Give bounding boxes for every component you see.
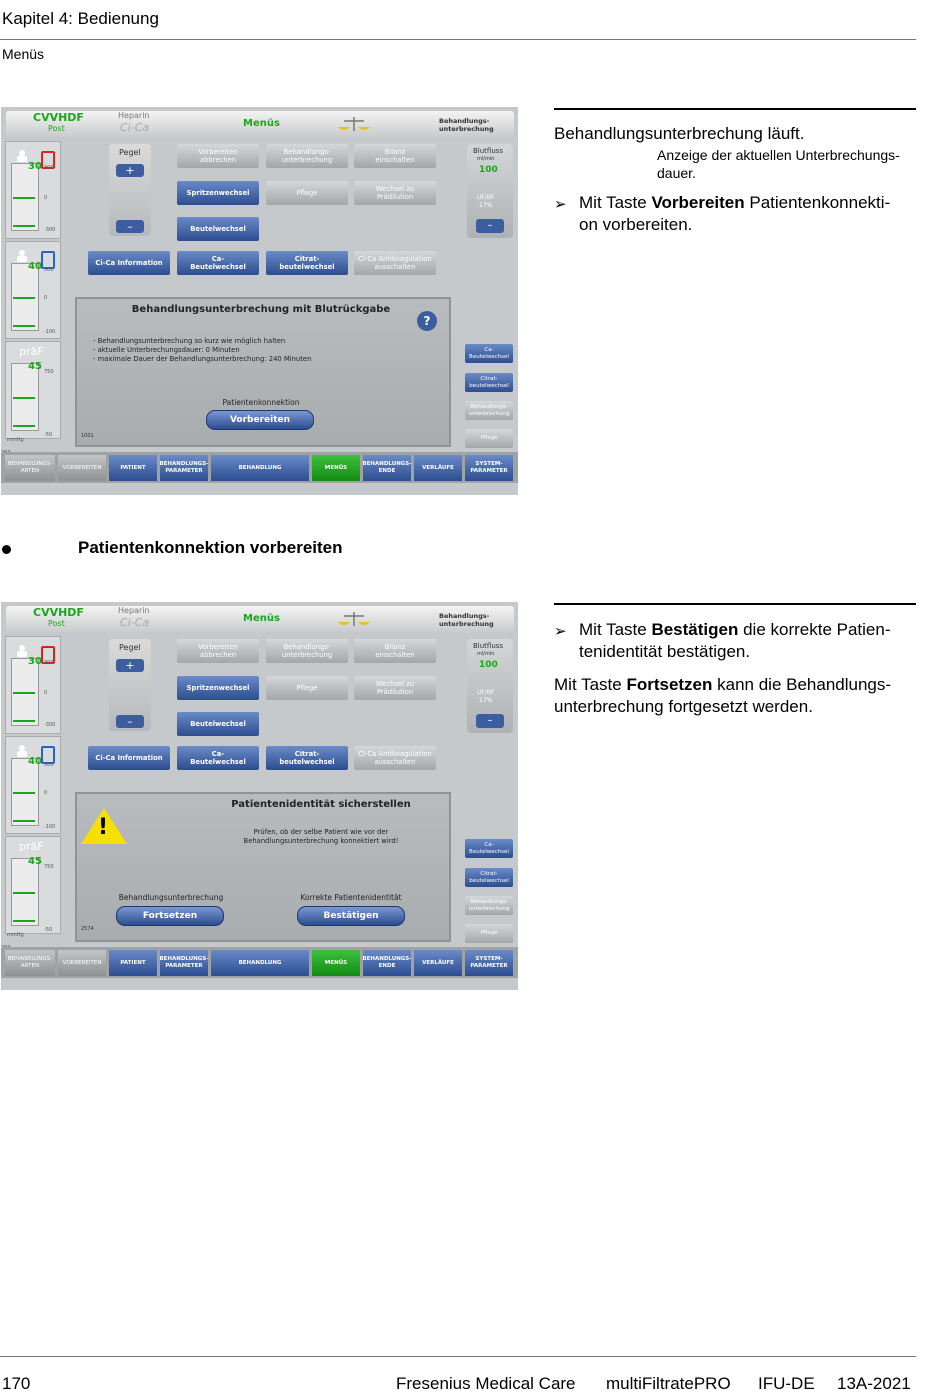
scale-label: -50 <box>44 432 53 438</box>
menu-button[interactable]: Ci-Ca Antikoagulation ausschalten <box>354 746 436 770</box>
praef-label: präF <box>19 840 44 853</box>
menu-button[interactable]: Beutelwechsel <box>177 217 259 241</box>
scale-label: -300 <box>44 722 56 728</box>
scale-label: mmHg <box>7 932 24 938</box>
blood-flow-unit: ml/min <box>477 156 495 162</box>
menu-button[interactable]: Ca- Beutelwechsel <box>177 746 259 770</box>
nav-tab[interactable]: BEHANDLUNGS- ENDE <box>363 950 411 976</box>
status-label: Behandlungs- unterbrechung <box>439 117 494 133</box>
pressure-value: 40 <box>28 261 42 272</box>
pressure-value: 40 <box>28 756 42 767</box>
header-rule <box>0 39 916 40</box>
scale-label: 0 <box>44 295 48 301</box>
footer-product: multiFiltratePRO <box>606 1374 731 1393</box>
pressure-limit <box>13 720 35 722</box>
text-rule-2 <box>554 603 916 605</box>
nav-tab[interactable]: BEHANDLUNGS- ENDE <box>363 455 411 481</box>
dialog-line: Prüfen, ob der selbe Patient wie vor der <box>253 828 389 836</box>
pegel-control <box>109 639 151 731</box>
menu-button[interactable]: Vorbereiten abbrechen <box>177 639 259 663</box>
menu-button[interactable]: Spritzenwechsel <box>177 181 259 205</box>
chapter-title: Kapitel 4: Bedienung <box>2 9 159 28</box>
blood-flow-minus-button[interactable]: – <box>476 714 504 728</box>
ufbf-label: UF/BF 17% <box>477 689 495 704</box>
dialog-title: Behandlungsunterbrechung mit Blutrückgabe <box>131 304 391 315</box>
blood-flow-panel <box>467 639 513 733</box>
dialog-line: - aktuelle Unterbrechungsdauer: 0 Minuten <box>93 346 240 354</box>
screenshot-patient-identity <box>1 602 518 990</box>
dialog-line: - Behandlungsunterbrechung so kurz wie möglich halten <box>93 337 286 345</box>
blood-flow-panel <box>467 144 513 238</box>
scale-label: 300 <box>44 165 54 171</box>
menu-button[interactable]: Ci-Ca Information <box>88 746 170 770</box>
nav-tab[interactable]: VERLÄUFE <box>414 455 462 481</box>
blood-flow-label: Blutfluss <box>473 642 504 650</box>
scale-label: 750 <box>44 864 54 870</box>
bullet-icon <box>2 545 11 554</box>
cica-label: Ci-Ca <box>120 616 150 629</box>
menu-button[interactable]: Wechsel zu Prädilution <box>354 676 436 700</box>
blood-flow-label: Blutfluss <box>473 147 504 155</box>
menu-button[interactable]: Ci-Ca Antikoagulation ausschalten <box>354 251 436 275</box>
nav-tab[interactable]: SYSTEM- PARAMETER <box>465 455 513 481</box>
pressure-level <box>13 892 35 894</box>
scale-label: 500 <box>44 762 54 768</box>
blood-flow-value: 100 <box>479 660 498 670</box>
menu-button[interactable]: Vorbereiten abbrechen <box>177 144 259 168</box>
footer-publisher: Fresenius Medical Care <box>396 1374 576 1393</box>
step-confirm: Mit Taste Bestätigen die korrekte Patien- tenidentität bestätigen. <box>579 620 891 661</box>
step-arrow-icon: ➢ <box>554 623 567 640</box>
dialog-code: 2574 <box>81 926 94 932</box>
nav-tab[interactable]: VORBEREITEN <box>58 455 106 481</box>
nav-tab[interactable]: VERLÄUFE <box>414 950 462 976</box>
nav-tab[interactable]: MENÜS <box>312 455 360 481</box>
side-button[interactable]: Citrat- beutelwechsel <box>465 373 513 392</box>
status-heading: Behandlungsunterbrechung läuft. <box>554 124 805 143</box>
menu-button[interactable]: Ca- Beutelwechsel <box>177 251 259 275</box>
scale-label: mmHg <box>7 437 24 443</box>
nav-tab[interactable]: BEHANDLUNG <box>211 950 309 976</box>
heparin-label: Heparin <box>118 606 150 615</box>
footer-doc: IFU-DE <box>758 1374 815 1393</box>
pressure-value: 45 <box>28 856 42 867</box>
menu-button[interactable]: Behandlungs- unterbrechung <box>266 144 348 168</box>
menu-button[interactable]: Beutelwechsel <box>177 712 259 736</box>
scale-label: 0 <box>44 195 48 201</box>
scale-label: -50 <box>44 927 53 933</box>
scale-label: 0 <box>44 690 48 696</box>
menu-button[interactable]: Citrat- beutelwechsel <box>266 251 348 275</box>
nav-tab[interactable]: BEHANDLUNGS- PARAMETER <box>160 950 208 976</box>
side-button[interactable]: Pflege <box>465 429 513 448</box>
dialog-code: 1001 <box>81 433 94 439</box>
continue-button[interactable]: Fortsetzen <box>116 906 224 926</box>
cica-label: Ci-Ca <box>120 121 150 134</box>
pressure-level <box>13 792 35 794</box>
menu-button[interactable]: Citrat- beutelwechsel <box>266 746 348 770</box>
side-button[interactable]: Pflege <box>465 924 513 943</box>
mode-sub-label: Post <box>48 619 65 628</box>
pegel-plus-button[interactable]: + <box>116 659 144 672</box>
heparin-label: Heparin <box>118 111 150 120</box>
pressure-limit <box>13 225 35 227</box>
balance-scale-icon <box>334 610 374 628</box>
page-number: 170 <box>2 1374 31 1393</box>
pressure-limit <box>13 920 35 922</box>
prepare-button[interactable]: Vorbereiten <box>206 410 314 430</box>
pegel-minus-button[interactable]: – <box>116 220 144 233</box>
button-caption: Korrekte Patientenidentität <box>300 893 402 902</box>
side-button[interactable]: Behandlungs- unterbrechung <box>465 401 513 420</box>
balance-scale-icon <box>334 115 374 133</box>
menu-button[interactable]: Spritzenwechsel <box>177 676 259 700</box>
nav-tab[interactable]: BEHANDLUNGS- ARTEN <box>5 455 55 481</box>
confirm-button[interactable]: Bestätigen <box>297 906 405 926</box>
pressure-level <box>13 397 35 399</box>
menu-button[interactable]: Behandlungs- unterbrechung <box>266 639 348 663</box>
section-label: Menüs <box>2 46 45 62</box>
side-button[interactable]: Citrat- beutelwechsel <box>465 868 513 887</box>
scale-label: 300 <box>44 660 54 666</box>
button-caption: Behandlungsunterbrechung <box>118 893 224 902</box>
nav-tab[interactable]: PATIENT <box>109 950 157 976</box>
button-caption: Patientenkonnektion <box>222 398 300 407</box>
step-arrow-icon: ➢ <box>554 196 567 213</box>
menu-title: Menüs <box>243 118 280 129</box>
person-icon <box>15 742 29 754</box>
pressure-level <box>13 197 35 199</box>
step-prepare: Mit Taste Vorbereiten Patientenkonnekti- on vorbereiten. <box>579 193 891 234</box>
dialog-line: - maximale Dauer der Behandlungsunterbrechung: 240 Minuten <box>93 355 312 363</box>
pegel-minus-button[interactable]: – <box>116 715 144 728</box>
nav-tab[interactable]: BEHANDLUNG <box>211 455 309 481</box>
scale-label: -300 <box>44 227 56 233</box>
nav-tab[interactable]: MENÜS <box>312 950 360 976</box>
person-icon <box>15 642 29 654</box>
continue-paragraph: Mit Taste Fortsetzen kann die Behandlungs- unterbrechung fortgesetzt werden. <box>554 675 892 716</box>
scale-label: -100 <box>44 824 56 830</box>
bottom-navigation <box>1 452 518 483</box>
nav-tab[interactable]: BEHANDLUNGS- PARAMETER <box>160 455 208 481</box>
menu-button[interactable]: Bilanz einschalten <box>354 144 436 168</box>
menu-button[interactable]: Bilanz einschalten <box>354 639 436 663</box>
pegel-label: Pegel <box>119 643 141 652</box>
side-button[interactable]: Ca- Beutelwechsel <box>465 344 513 363</box>
scale-label: 0 <box>44 790 48 796</box>
dialog-title: Patientenidentität sicherstellen <box>231 799 411 810</box>
menu-button[interactable]: Ci-Ca Information <box>88 251 170 275</box>
status-note: Anzeige der aktuellen Unterbrechungs- dauer. <box>657 147 900 181</box>
nav-tab[interactable]: SYSTEM- PARAMETER <box>465 950 513 976</box>
blood-flow-value: 100 <box>479 165 498 175</box>
help-icon[interactable]: ? <box>417 311 437 331</box>
person-icon <box>15 247 29 259</box>
section-heading: Patientenkonnektion vorbereiten <box>78 538 343 557</box>
bottom-navigation <box>1 947 518 978</box>
scale-label: -100 <box>44 329 56 335</box>
pressure-level <box>13 297 35 299</box>
nav-tab[interactable]: BEHANDLUNGS- ARTEN <box>5 950 55 976</box>
footer-rule <box>0 1356 916 1357</box>
blood-flow-unit: ml/min <box>477 651 495 657</box>
pegel-control <box>109 144 151 236</box>
mode-label: CVVHDF <box>33 606 84 619</box>
side-button[interactable]: Behandlungs- unterbrechung <box>465 896 513 915</box>
menu-button[interactable]: Wechsel zu Prädilution <box>354 181 436 205</box>
screenshot-treatment-interruption <box>1 107 518 495</box>
ufbf-label: UF/BF 17% <box>477 194 495 209</box>
side-button[interactable]: Ca- Beutelwechsel <box>465 839 513 858</box>
status-label: Behandlungs- unterbrechung <box>439 612 494 628</box>
text-rule-1 <box>554 108 916 110</box>
footer-version: 13A-2021 <box>837 1374 911 1393</box>
warning-mark: ! <box>98 815 109 840</box>
dialog-line: Behandlungsunterbrechung konnektiert wird! <box>243 837 399 845</box>
menu-button[interactable]: Pflege <box>266 181 348 205</box>
person-icon <box>15 147 29 159</box>
menu-button[interactable]: Pflege <box>266 676 348 700</box>
nav-tab[interactable]: PATIENT <box>109 455 157 481</box>
mode-label: CVVHDF <box>33 111 84 124</box>
pegel-label: Pegel <box>119 148 141 157</box>
pressure-level <box>13 692 35 694</box>
scale-label: 500 <box>44 267 54 273</box>
pressure-value: 45 <box>28 361 42 372</box>
menu-title: Menüs <box>243 613 280 624</box>
pegel-plus-button[interactable]: + <box>116 164 144 177</box>
mode-sub-label: Post <box>48 124 65 133</box>
pressure-limit <box>13 425 35 427</box>
pressure-limit <box>13 325 35 327</box>
scale-label: 750 <box>44 369 54 375</box>
pressure-limit <box>13 820 35 822</box>
pressure-value: 30 <box>28 161 42 172</box>
pressure-value: 30 <box>28 656 42 667</box>
nav-tab[interactable]: VORBEREITEN <box>58 950 106 976</box>
praef-label: präF <box>19 345 44 358</box>
blood-flow-minus-button[interactable]: – <box>476 219 504 233</box>
